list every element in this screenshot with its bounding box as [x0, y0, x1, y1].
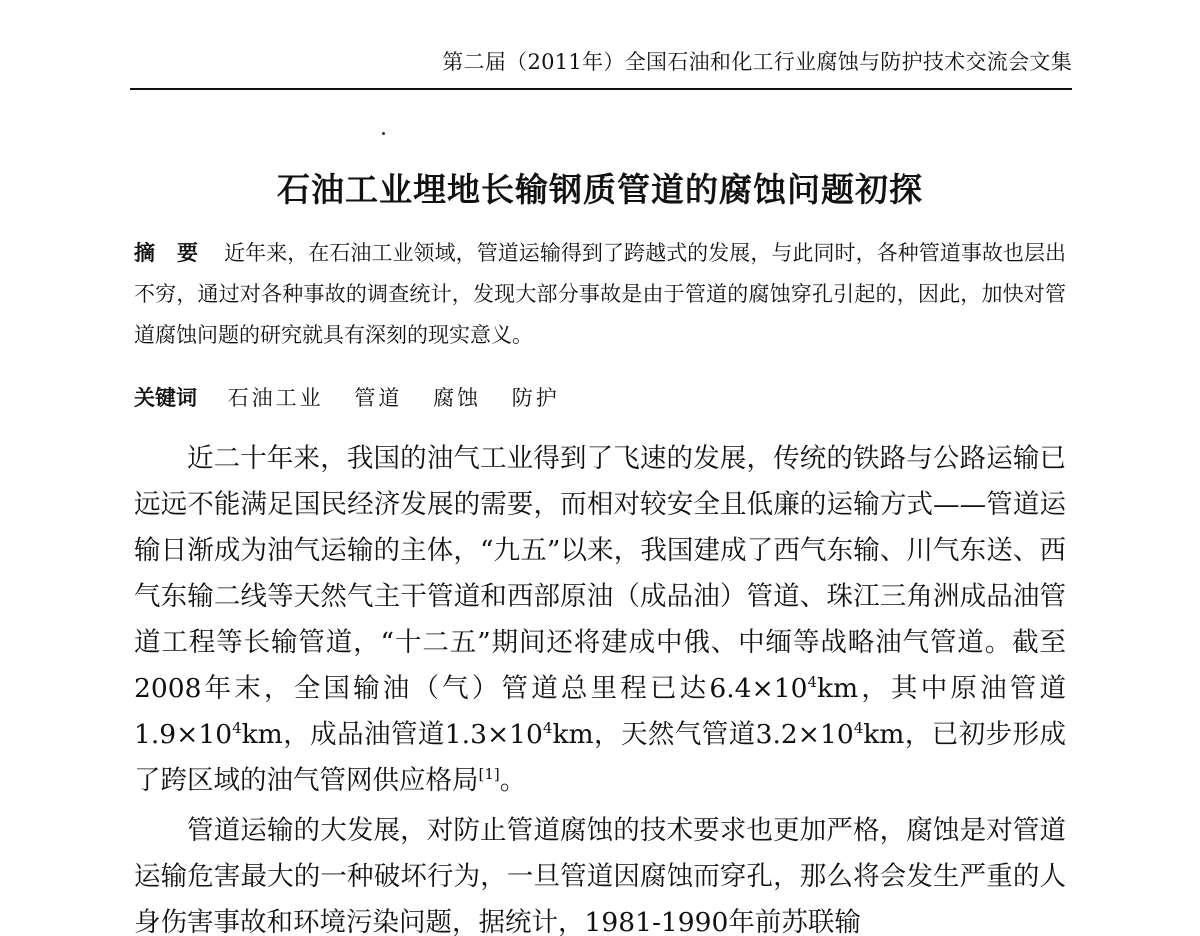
abstract [134, 232, 1066, 356]
superscript: 4 [232, 719, 242, 738]
superscript: 4 [853, 719, 864, 738]
paragraph-text: km，其中原油管道1.9×10 [134, 673, 1067, 750]
paragraph-text: km，成品油管道1.3×10 [241, 719, 543, 750]
paragraph-text: km，天然气管道3.2×10 [552, 719, 854, 750]
article-title: 石油工业埋地长输钢质管道的腐蚀问题初探 [277, 170, 923, 209]
paragraph-text: 。 [499, 765, 527, 796]
keyword-item: 防护 [511, 386, 560, 410]
abstract-label: 摘要 [134, 240, 221, 265]
superscript: 4 [542, 719, 553, 738]
body-paragraph-2: 管道运输的大发展，对防止管道腐蚀的技术要求也更加严格，腐蚀是对管道运输危害最大的一种破坏行为，一旦管道因腐蚀而穿孔，那么将会发生严重的人身伤害事故和环境污染问题，据统计，1981-1990年前苏联输 [134, 815, 1066, 936]
keyword-item: 管道 [354, 386, 403, 410]
abstract-text: 近年来，在石油工业领域，管道运输得到了跨越式的发展，与此同时，各种管道事故也层出不穷，通过对各种事故的调查统计，发现大部分事故是由于管道的腐蚀穿孔引起的，因此，加快对管道腐蚀问题的研究就具有深刻的现实意义。 [134, 241, 1067, 347]
keywords-label: 关键词 [134, 385, 197, 410]
paragraph-text: 近二十年来，我国的油气工业得到了飞速的发展，传统的铁路与公路运输已远远不能满足国民经济发展的需要，而相对较安全且低廉的运输方式——管道运输日渐成为油气运输的主体，“九五”以来，我国建成了西气东输、川气东送、西气东输二线等天然气主干管道和西部原油（成品油）管道、珠江三角洲成品油管道工程等长输管道，“十二五”期间还将建成中俄、中缅等战略油气管道。截至2008年末，全国输油（气）管道总里程已达6.4×10 [134, 443, 1066, 704]
keywords [134, 378, 1066, 418]
scan-speck [382, 132, 385, 135]
keyword-item: 腐蚀 [433, 386, 482, 410]
paragraph-text: km，已初步形成了跨区域的油气管网供应格局 [134, 719, 1067, 796]
citation-ref: [1] [478, 765, 500, 784]
body-paragraph-1 [134, 436, 1066, 804]
keyword-item: 石油工业 [227, 386, 324, 410]
superscript: 4 [807, 673, 817, 692]
header-rule [130, 88, 1072, 90]
running-header: 第二届（2011年）全国石油和化工行业腐蚀与防护技术交流会文集 [442, 50, 1072, 74]
